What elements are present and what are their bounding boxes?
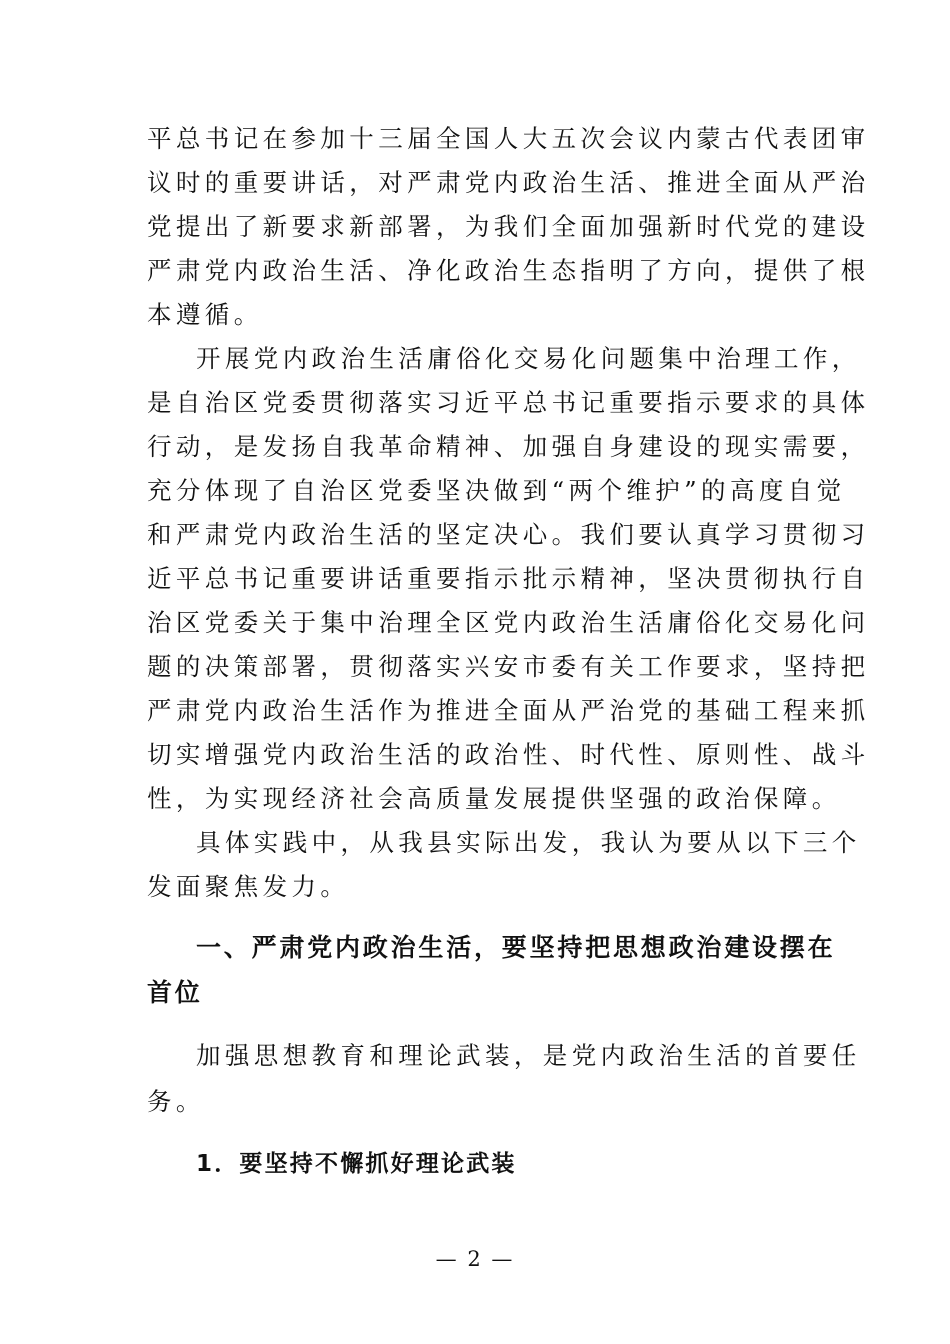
text-line: 题的决策部署，贯彻落实兴安市委有关工作要求，坚持把 bbox=[147, 652, 870, 681]
text-line: 充分体现了自治区党委坚决做到“两个维护”的高度自觉 bbox=[147, 476, 846, 505]
text-line: 加强思想教育和理论武装，是党内政治生活的首要任 bbox=[196, 1041, 861, 1070]
heading-line: 一、严肃党内政治生活，要坚持把思想政治建设摆在 bbox=[196, 933, 836, 962]
text-line: 切实增强党内政治生活的政治性、时代性、原则性、战斗 bbox=[147, 740, 870, 769]
text-line: 和严肃党内政治生活的坚定决心。我们要认真学习贯彻习 bbox=[147, 520, 870, 549]
text-line: 性，为实现经济社会高质量发展提供坚强的政治保障。 bbox=[147, 784, 841, 813]
text-line: 开展党内政治生活庸俗化交易化问题集中治理工作， bbox=[196, 344, 861, 373]
page-number: — 2 — bbox=[435, 1247, 515, 1271]
text-line: 是自治区党委贯彻落实习近平总书记重要指示要求的具体 bbox=[147, 388, 870, 417]
subsection-heading: 1．要坚持不懈抓好理论武装 bbox=[196, 1151, 517, 1177]
text-line: 发面聚焦发力。 bbox=[147, 872, 350, 901]
text-line: 党提出了新要求新部署，为我们全面加强新时代党的建设 bbox=[147, 212, 870, 241]
text-line: 平总书记在参加十三届全国人大五次会议内蒙古代表团审 bbox=[147, 124, 870, 153]
text-line: 议时的重要讲话，对严肃党内政治生活、推进全面从严治 bbox=[147, 168, 870, 197]
text-line: 具体实践中，从我县实际出发，我认为要从以下三个 bbox=[196, 828, 861, 857]
text-line: 行动，是发扬自我革命精神、加强自身建设的现实需要， bbox=[147, 432, 870, 461]
text-line: 严肃党内政治生活作为推进全面从严治党的基础工程来抓 bbox=[147, 696, 870, 725]
text-line: 严肃党内政治生活、净化政治生态指明了方向，提供了根 bbox=[147, 256, 870, 285]
text-line: 近平总书记重要讲话重要指示批示精神，坚决贯彻执行自 bbox=[147, 564, 870, 593]
text-line: 治区党委关于集中治理全区党内政治生活庸俗化交易化问 bbox=[147, 608, 870, 637]
text-line: 务。 bbox=[147, 1087, 205, 1116]
text-line: 本遵循。 bbox=[147, 300, 263, 329]
heading-line: 首位 bbox=[147, 978, 203, 1007]
